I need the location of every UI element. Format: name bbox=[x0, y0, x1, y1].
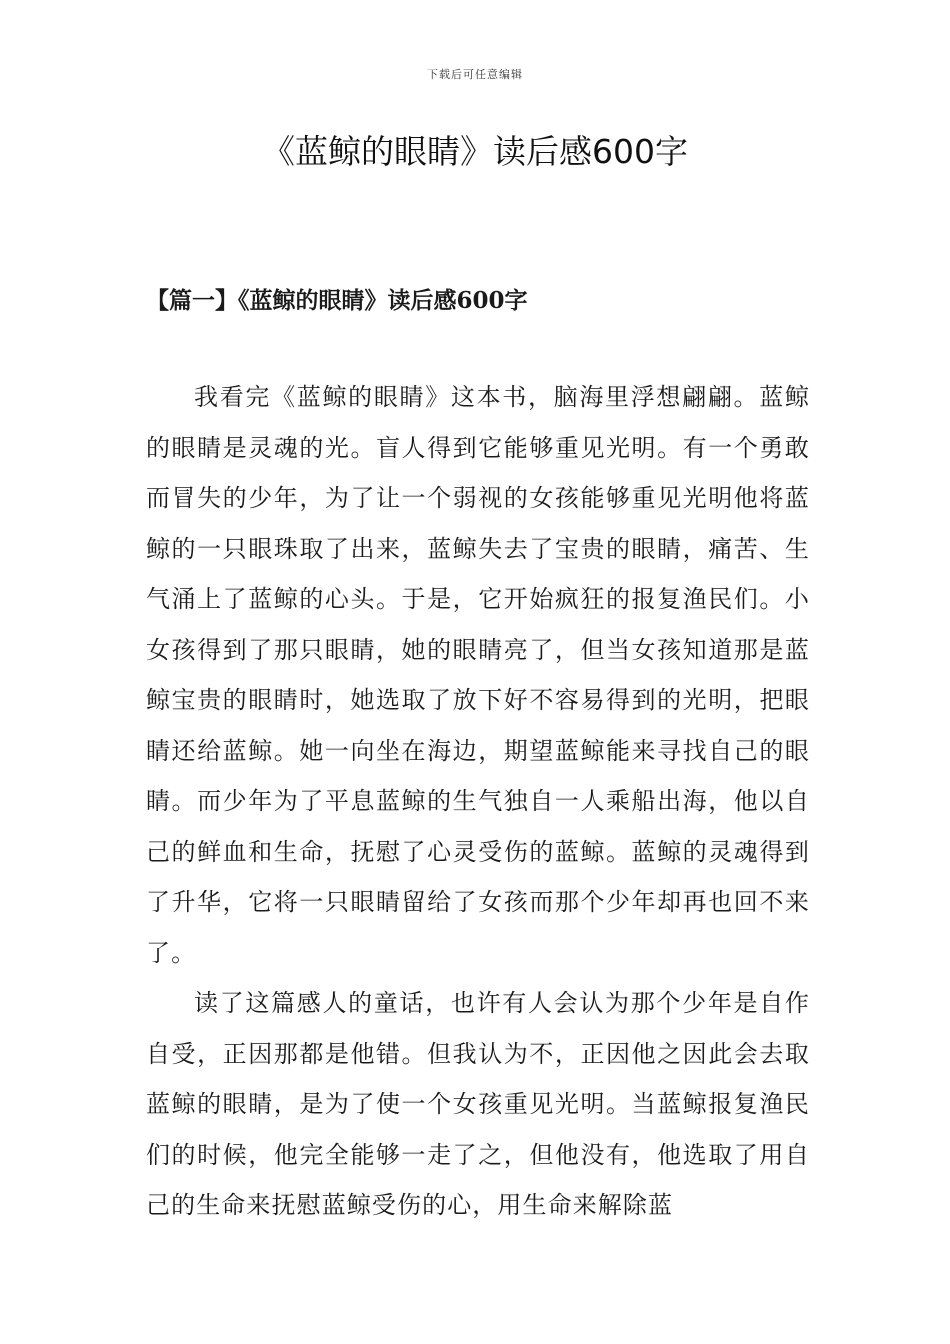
header-note: 下载后可任意编辑 bbox=[427, 68, 523, 81]
body-text bbox=[146, 372, 810, 1231]
paragraph: 我看完《蓝鲸的眼睛》这本书，脑海里浮想翩翩。蓝鲸的眼睛是灵魂的光。盲人得到它能够重见光明。有一个勇敢而冒失的少年，为了让一个弱视的女孩能够重见光明他将蓝鲸的一只眼珠取了出来，蓝鲸失去了宝贵的眼睛，痛苦、生气涌上了蓝鲸的心头。于是，它开始疯狂的报复渔民们。小女孩得到了那只眼睛，她的眼睛亮了，但当女孩知道那是蓝鲸宝贵的眼睛时，她选取了放下好不容易得到的光明，把眼睛还给蓝鲸。她一向坐在海边，期望蓝鲸能来寻找自己的眼睛。而少年为了平息蓝鲸的生气独自一人乘船出海，他以自己的鲜血和生命，抚慰了心灵受伤的蓝鲸。蓝鲸的灵魂得到了升华，它将一只眼睛留给了女孩而那个少年却再也回不来了。 bbox=[146, 383, 810, 967]
paragraph: 读了这篇感人的童话，也许有人会认为那个少年是自作自受，正因那都是他错。但我认为不，正因他之因此会去取蓝鲸的眼睛，是为了使一个女孩重见光明。当蓝鲸报复渔民们的时候，他完全能够一走了之，但他没有，他选取了用自己的生命来抚慰蓝鲸受伤的心，用生命来解除蓝 bbox=[146, 989, 810, 1219]
document-title: 《蓝鲸的眼睛》读后感600字 bbox=[262, 132, 688, 171]
section-heading: 【篇一】《蓝鲸的眼睛》读后感600字 bbox=[146, 287, 528, 314]
